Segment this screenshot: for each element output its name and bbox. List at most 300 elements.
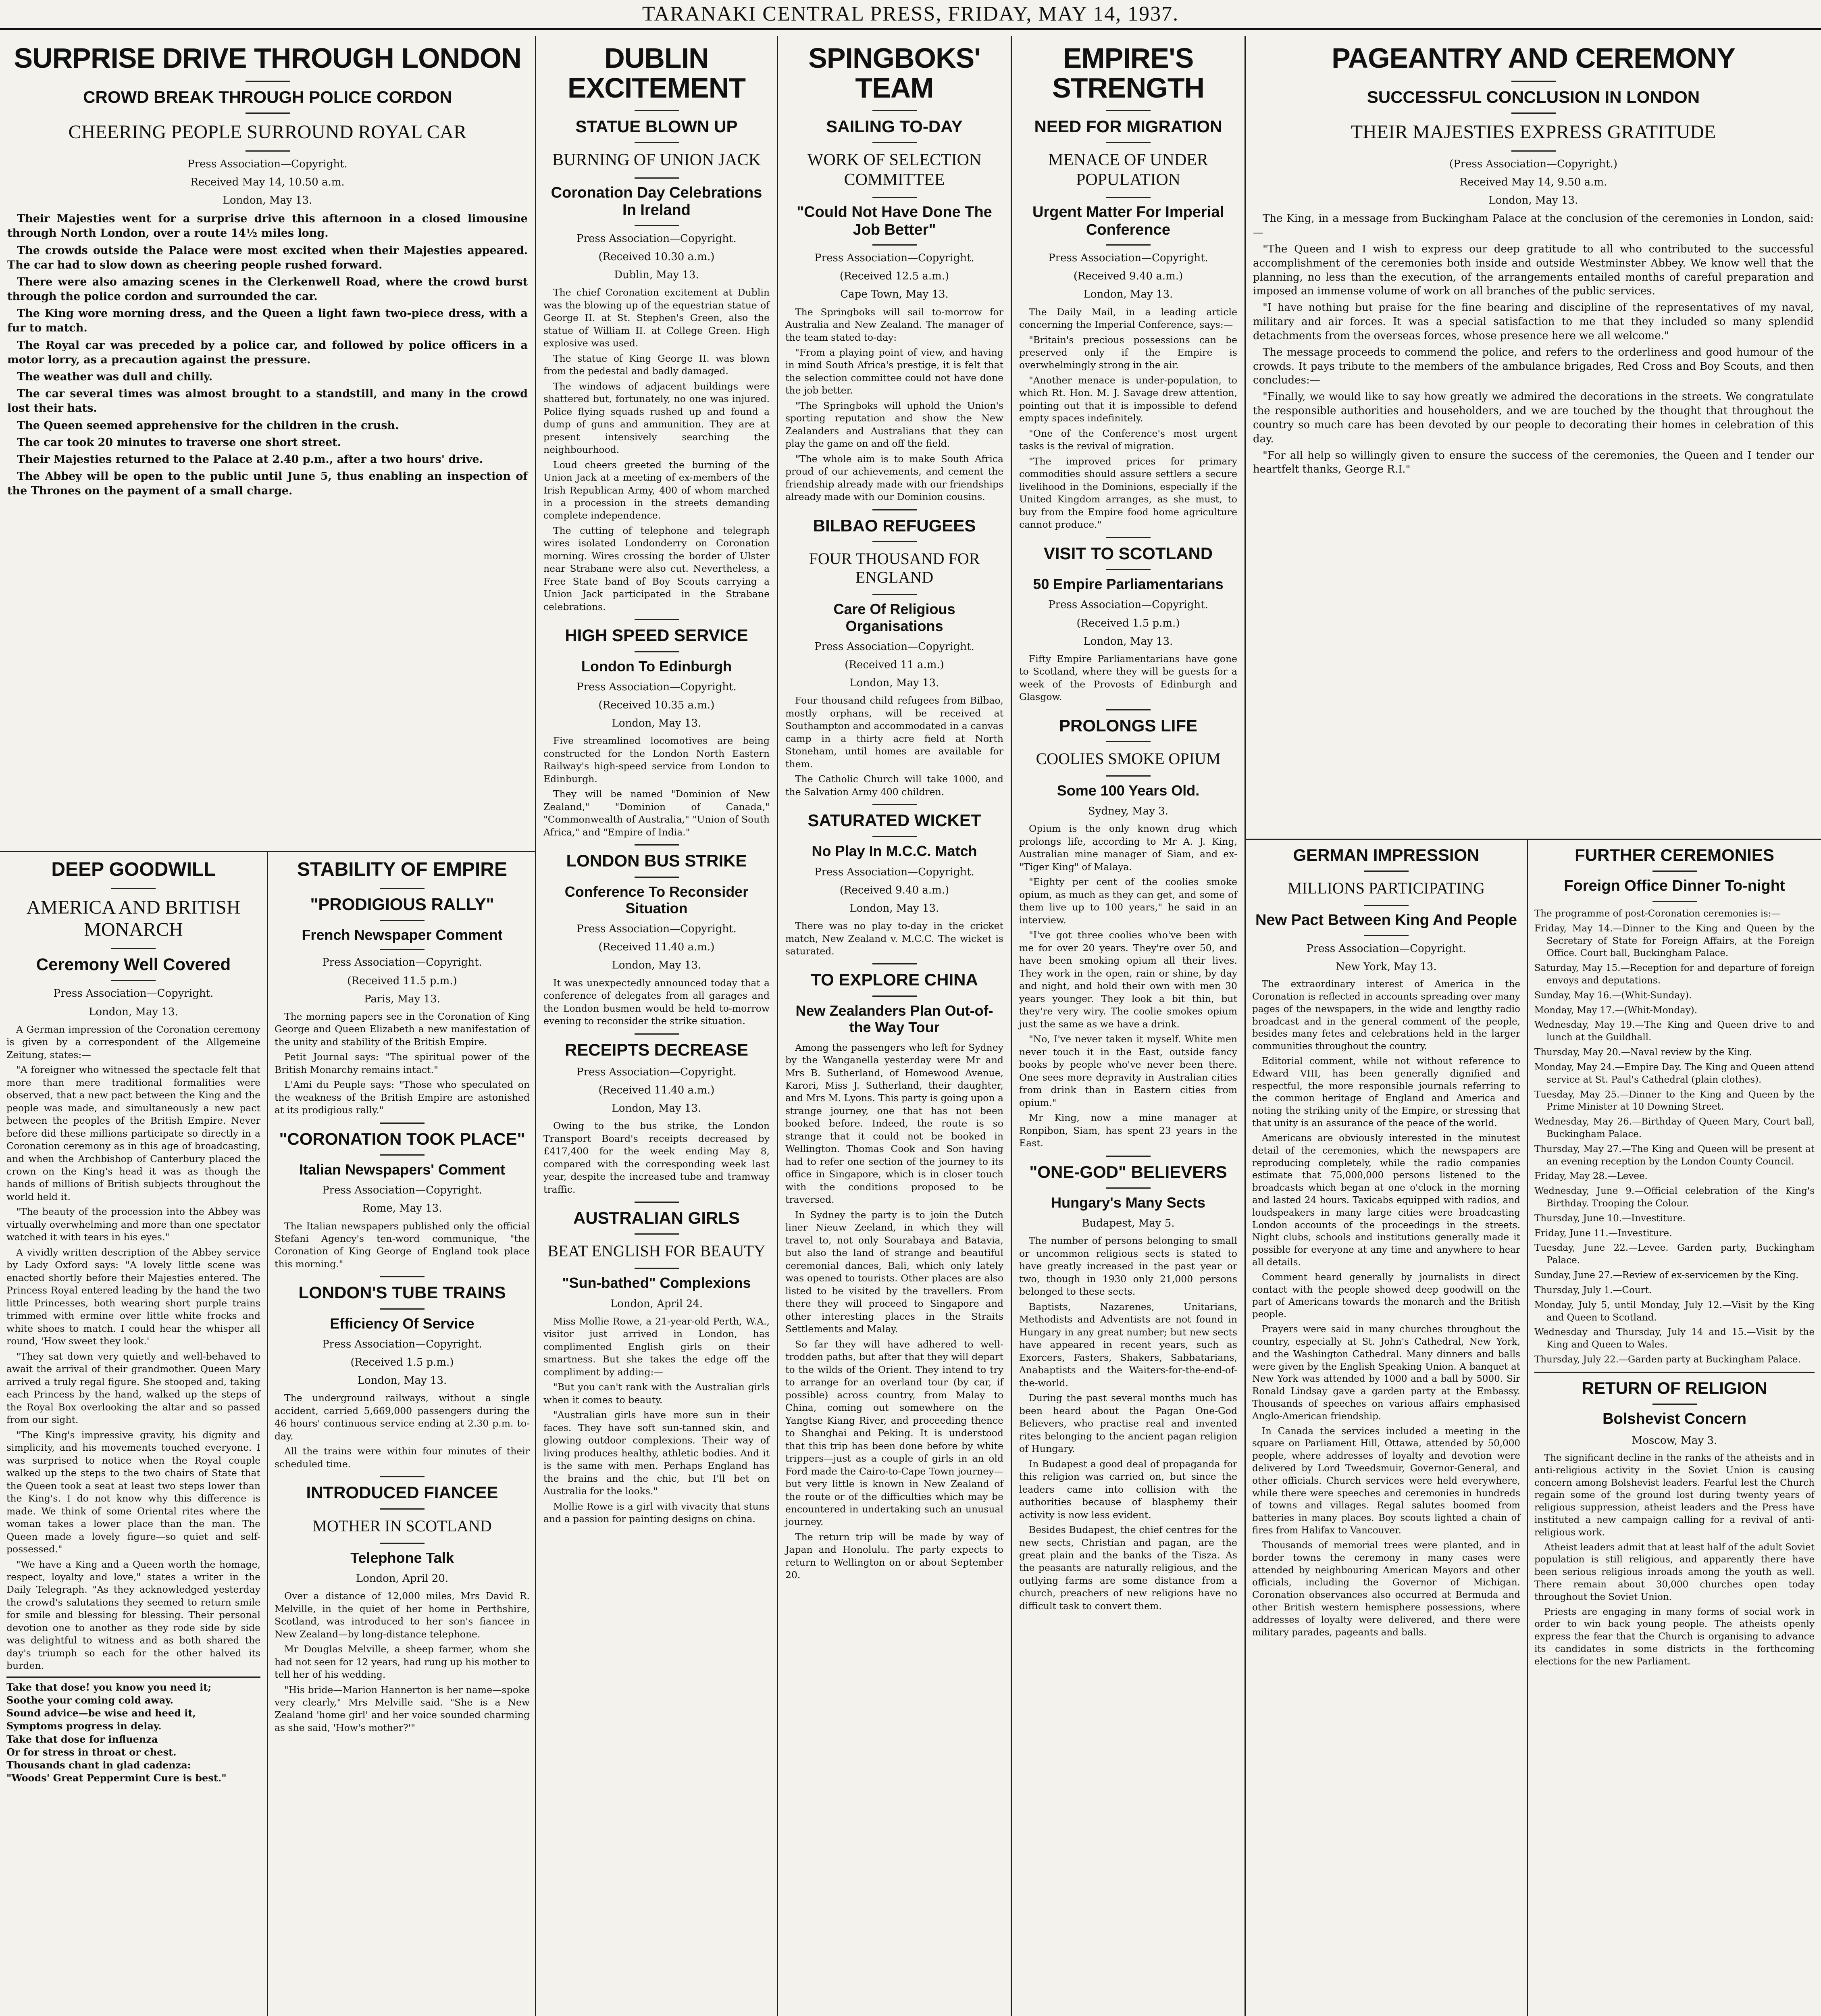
col1-subgrid — [0, 851, 535, 2016]
schedule-item: Friday, May 28.—Levee. — [1534, 1171, 1648, 1182]
subhead: Telephone Talk — [350, 1549, 454, 1566]
divider — [635, 225, 679, 226]
byline: Press Association—Copyright. — [1306, 942, 1466, 955]
divider — [1106, 1156, 1151, 1157]
subhead: "Could Not Have Done The Job Better" — [797, 203, 992, 238]
subhead: Hungary's Many Sects — [1051, 1194, 1205, 1211]
divider — [635, 142, 679, 143]
byline: Press Association—Copyright. — [576, 1066, 737, 1078]
paragraph: Thousands of memorial trees were planted, and in border towns the ceremony in many cases were attended by neighbouring American Mayors and other officials, including the Governor of Michigan. Coronation observances also occurred at Bermuda and other British western hemisphere possessions, where addresses of loyalty were delivered, and there were military parades, pageants and balls. — [1252, 1540, 1520, 1638]
advert-peppermint-cure — [6, 1677, 260, 1785]
article-body — [275, 1590, 530, 1734]
subhead: Bolshevist Concern — [1602, 1410, 1746, 1428]
paragraph: Mr Douglas Melville, a sheep farmer, whom she had not seen for 12 years, had rung up his mother to tell her of his wedding. — [275, 1643, 530, 1681]
paragraph: L'Ami du Peuple says: "Those who speculated on the weakness of the British Empire are astonished at its prodigious rally." — [275, 1079, 530, 1116]
dateline: London, May 13. — [89, 1006, 178, 1018]
divider — [380, 1154, 425, 1156]
divider — [380, 1508, 425, 1510]
dateline: London, April 24. — [610, 1297, 703, 1310]
paragraph: The car several times was almost brought to a standstill, and many in the crowd lost their hats. — [7, 387, 528, 415]
byline: Press Association—Copyright. — [53, 987, 214, 1000]
schedule-item: Tuesday, May 25.—Dinner to the King and Queen by the Prime Minister at 10 Downing Street. — [1534, 1089, 1815, 1112]
divider — [1534, 1372, 1815, 1373]
dateline: Budapest, May 5. — [1082, 1217, 1175, 1230]
paragraph: In Canada the services included a meeting in the square on Parliament Hill, Ottawa, attended by 50,000 people, where addresses of loyalty and devotion were delivered by Lord Tweedsmuir, Governor-General, and other officials. Church services were held everywhere, while there were speeches and ceremonies in hundreds of towns and villages. Regal salutes boomed from batteries in many places. Boy scouts lighted a chain of fires from Halifax to Vancouver. — [1252, 1426, 1520, 1536]
received-time: (Received 1.5 p.m.) — [350, 1356, 454, 1369]
received-time: Received May 14, 10.50 a.m. — [190, 176, 345, 189]
byline: Press Association—Copyright. — [576, 232, 737, 245]
received-time: (Received 11.40 a.m.) — [598, 941, 715, 954]
dateline: Paris, May 13. — [364, 993, 440, 1005]
divider — [872, 836, 917, 837]
paragraph: "They sat down very quietly and well-behaved to await the arrival of their grandmother. Queen Mary arrived a truly regal figure. She stooped and, taking each Princess by the hand, walked up the steps of the Royal Box overlooking the altar and so passed from our sight. — [6, 1350, 260, 1426]
received-time: (Received 12.5 a.m.) — [839, 270, 949, 283]
subhead: WORK OF SELECTION COMMITTEE — [807, 151, 982, 189]
headline-introduced-fiancee: INTRODUCED FIANCEE — [306, 1483, 498, 1502]
col5-subgrid — [1246, 839, 1821, 2016]
dateline: New York, May 13. — [1336, 961, 1437, 973]
schedule-item: Monday, May 24.—Empire Day. The King and Queen attend service at St. Paul's Cathedral (plain clothes). — [1534, 1062, 1815, 1085]
divider — [872, 804, 917, 805]
column-1 — [0, 36, 536, 2016]
schedule-item: Thursday, July 1.—Court. — [1534, 1285, 1652, 1295]
subhead: FOUR THOUSAND FOR ENGLAND — [809, 550, 980, 587]
article-body — [1019, 306, 1237, 531]
divider — [380, 1476, 425, 1477]
subhead: MILLIONS PARTICIPATING — [1287, 879, 1485, 898]
subhead: "Sun-bathed" Complexions — [562, 1275, 751, 1291]
paragraph: Four thousand child refugees from Bilbao, mostly orphans, will be received at Southampton and accommodated in a canvas camp in a thirty acre field at North Stoneham, until homes are available for them. — [785, 695, 1003, 770]
paragraph: The Springboks will sail to-morrow for Australia and New Zealand. The manager of the team stated to-day: — [785, 306, 1003, 343]
headline-dublin: DUBLIN EXCITEMENT — [567, 42, 746, 104]
paragraph: The Royal car was preceded by a police car, and followed by police officers in a motor lorry, as a precaution against the pressure. — [7, 339, 528, 366]
paragraph: Priests are engaging in many forms of social work in order to win back young people. The atheists openly express the fear that the Church is organising to advance its candidates in some districts in the forthcoming elections for the new Parliament. — [1534, 1606, 1815, 1667]
article-body — [543, 977, 770, 1028]
article-body — [1019, 1235, 1237, 1612]
paragraph: The weather was dull and chilly. — [17, 370, 213, 383]
schedule-item: Sunday, June 27.—Review of ex-servicemen by the King. — [1534, 1270, 1799, 1281]
paragraph: Mollie Rowe is a girl with vivacity that stuns and a passion for painting designs on china. — [543, 1500, 770, 1525]
divider — [635, 1033, 679, 1035]
byline: Press Association—Copyright. — [576, 681, 737, 694]
divider — [1106, 197, 1151, 198]
column-3 — [778, 36, 1012, 2016]
subhead: MENACE OF UNDER POPULATION — [1048, 151, 1208, 189]
byline: Press Association—Copyright. — [322, 1184, 482, 1197]
divider — [872, 142, 917, 143]
paragraph: Opium is the only known drug which prolongs life, according to Mr A. J. King, Australian mine manager of Siam, and ex-"Tiger King" of Malaya. — [1019, 823, 1237, 873]
byline: Press Association—Copyright. — [1048, 599, 1208, 611]
headline-return-of-religion: RETURN OF RELIGION — [1582, 1378, 1767, 1397]
paragraph: Petit Journal says: "The spiritual power of the British Monarchy remains intact." — [275, 1051, 530, 1075]
divider — [111, 888, 156, 889]
headline-deep-goodwill: DEEP GOODWILL — [51, 859, 216, 880]
byline: Press Association—Copyright. — [187, 158, 348, 170]
subhead: Italian Newspapers' Comment — [299, 1161, 505, 1178]
paragraph: The Daily Mail, in a leading article concerning the Imperial Conference, says:— — [1019, 306, 1237, 331]
paragraph: The King wore morning dress, and the Queen a light fawn two-piece dress, with a fur to match. — [7, 307, 528, 335]
article-body — [1252, 978, 1520, 1639]
divider — [246, 150, 290, 152]
dateline: London, May 13. — [849, 677, 939, 689]
schedule-item: Monday, July 5, until Monday, July 12.—Visit by the King and Queen to Scotland. — [1534, 1300, 1815, 1323]
article-body — [1019, 823, 1237, 1150]
paragraph: Among the passengers who left for Sydney by the Wanganella yesterday were Mr and Mrs B. Sutherland, of Homewood Avenue, Karori, Miss J. Sutherland, their daughter, and Mrs M. Lyons. This party is going upon a strange journey, one that has not been booked before. Indeed, the route is so strange that it could not be booked in Wellington. Thomas Cook and Son having had to refer one section of the journey to its office in Singapore, which is in closer touch with the conditions proposed to be traversed. — [785, 1041, 1003, 1206]
subhead: London To Edinburgh — [581, 658, 732, 675]
headline-surprise-drive: SURPRISE DRIVE THROUGH LONDON — [14, 42, 521, 74]
paragraph: "Another menace is under-population, to which Rt. Hon. M. J. Savage drew attention, pointing out that it is impossible to defend empty spaces indefinitely. — [1019, 374, 1237, 424]
received-time: (Received 10.35 a.m.) — [598, 699, 715, 712]
divider — [380, 888, 425, 889]
subhead: BEAT ENGLISH FOR BEAUTY — [547, 1242, 766, 1260]
headline-saturated-wicket: SATURATED WICKET — [807, 811, 981, 830]
divider — [246, 112, 290, 114]
subhead: "PRODIGIOUS RALLY" — [310, 894, 494, 914]
divider — [1364, 871, 1409, 872]
subhead: 50 Empire Parliamentarians — [1033, 576, 1224, 593]
paragraph: Besides Budapest, the chief centres for the new sects, Christian and pagan, are the great plain and the banks of the Tisza. As the peasants are naturally religious, and the outlying farms are some distance from a church, preachers of new religions have no difficult task to convert them. — [1019, 1524, 1237, 1612]
divider — [635, 651, 679, 652]
paragraph: So far they will have adhered to well-trodden paths, but after that they will depart to the wilds of the Orient. They intend to try to arrange for an overland tour (by car, if possible) across country, from Malay to China, coming out somewhere on the Yangtse Kiang River, and proceeding thence to Shanghai and Peking. It is understood that this trip has been done before by white trippers—just as a couple of girls in an old Ford made the Cairo-to-Cape Town journey—but very little is known in New Zealand of the route or of the difficulties which may be encountered in undertaking such an unusual journey. — [785, 1338, 1003, 1528]
subhead: MOTHER IN SCOTLAND — [312, 1516, 492, 1535]
divider — [1652, 1404, 1697, 1405]
subhead: CROWD BREAK THROUGH POLICE CORDON — [83, 87, 452, 106]
byline: Press Association—Copyright. — [814, 252, 974, 264]
paragraph: The windows of adjacent buildings were shattered but, fortunately, no one was injured. Police flying squads rushed up and found a dump of guns and ammunition. They are at present intensively searching the neighbourhood. — [543, 380, 770, 456]
subhead: SAILING TO-DAY — [826, 117, 963, 136]
schedule-item: Thursday, May 20.—Naval review by the King. — [1534, 1047, 1752, 1058]
dateline: London, May 13. — [612, 717, 701, 730]
divider — [635, 619, 679, 620]
divider — [1364, 935, 1409, 936]
paragraph: The underground railways, without a single accident, carried 5,669,000 passengers during the 46 hours' continuous service ending at 2.30 p.m. to-day. — [275, 1392, 530, 1442]
paragraph: Their Majesties returned to the Palace at 2.40 p.m., after a two hours' drive. — [17, 453, 483, 466]
subhead: New Zealanders Plan Out-of-the Way Tour — [795, 1002, 993, 1036]
divider — [1106, 110, 1151, 111]
paragraph: "Eighty per cent of the coolies smoke opium, as much as they can get, and some of them live up to 100 years," he said in an interview. — [1019, 876, 1237, 926]
received-time: (Received 11.40 a.m.) — [598, 1084, 715, 1096]
received-time: (Received 11 a.m.) — [845, 658, 944, 671]
schedule-item: Thursday, May 27.—The King and Queen will be present at an evening reception by the London County Council. — [1534, 1143, 1815, 1167]
article-body — [275, 1220, 530, 1271]
divider — [872, 541, 917, 542]
paragraph: The King, in a message from Buckingham Palace at the conclusion of the ceremonies in London, said:— — [1253, 212, 1814, 239]
goodwill-column — [0, 852, 268, 2016]
article-body — [543, 286, 770, 613]
article-body — [543, 1315, 770, 1526]
dateline: London, May 13. — [1083, 288, 1173, 301]
received-time: (Received 9.40 a.m.) — [1073, 270, 1183, 283]
dateline: London, May 13. — [223, 194, 312, 207]
divider — [1106, 142, 1151, 143]
paragraph: Americans are obviously interested in the minutest detail of the ceremonies, which the newspapers are reproducing completely, while the radio companies estimate that 75,000,000 persons listened to the broadcasts which began at one o'clock in the morning and lasted 24 hours. Taxicabs equipped with radios, and loudspeakers in many large cities were broadcasting London accounts of the proceedings in the streets. Night clubs, schools and institutions generally made it possible for everyone at any time and anywhere to hear all details. — [1252, 1133, 1520, 1268]
subhead: New Pact Between King And People — [1255, 912, 1517, 929]
article-body — [7, 212, 528, 498]
paragraph: Comment heard generally by journalists in direct contact with the people showed deep goodwill on the part of Americans towards the monarch and the British people. — [1252, 1272, 1520, 1320]
subhead: AMERICA AND BRITISH MONARCH — [26, 896, 241, 940]
schedule-item: Wednesday and Thursday, July 14 and 15.—Visit by the King and Queen to Wales. — [1534, 1327, 1815, 1350]
paragraph: "I've got three coolies who've been with me for over 20 years. They're over 50, and have been smoking opium all their lives. They work in the open, rain or shine, by day and night, and hold their own with men 30 years younger. They look a bit thin, but they're very wiry. The coolie smokes opium just the same as we have a drink. — [1019, 929, 1237, 1030]
headline-receipts: RECEIPTS DECREASE — [564, 1040, 749, 1059]
ceremony-schedule — [1534, 908, 1815, 1366]
received-time: (Received 10.30 a.m.) — [598, 251, 715, 263]
divider — [635, 110, 679, 111]
schedule-item: Wednesday, May 26.—Birthday of Queen Mary, Court ball, Buckingham Palace. — [1534, 1116, 1815, 1139]
subhead: COOLIES SMOKE OPIUM — [1036, 749, 1221, 768]
article-body — [1253, 212, 1814, 477]
paragraph: The return trip will be made by way of Japan and Honolulu. The party expects to return to Wellington on or about September 20. — [785, 1531, 1003, 1581]
subhead: CHEERING PEOPLE SURROUND ROYAL CAR — [68, 121, 467, 143]
paragraph: There was no play to-day in the cricket match, New Zealand v. M.C.C. The wicket is saturated. — [785, 920, 1003, 957]
divider — [1511, 112, 1556, 114]
paragraph: "A foreigner who witnessed the spectacle felt that more than mere traditional formalities were observed, that a new pact between the King and the people was made, and simultaneously a new pact between the peoples of the British Empire. Never before did these millions participate so directly in a Coronation ceremony as in this age of broadcasting, and when the Archbishop of Canterbury placed the crown on the King's head it was as though the hands of millions of British subjects throughout the world held it. — [6, 1064, 260, 1202]
dateline: London, May 13. — [357, 1375, 447, 1387]
paragraph: The Italian newspapers published only the official Stefani Agency's ten-word communique, "the Coronation of King George of England took place this morning." — [275, 1220, 530, 1270]
subhead: SUCCESSFUL CONCLUSION IN LONDON — [1367, 87, 1700, 106]
paragraph: They will be named "Dominion of New Zealand," "Dominion of Canada," "Commonwealth of Australia," "Union of South Africa," and "Empire of India." — [543, 788, 770, 838]
subhead: Foreign Office Dinner To-night — [1564, 877, 1785, 895]
paragraph: "One of the Conference's most urgent tasks is the revival of migration. — [1019, 427, 1237, 452]
headline-german: GERMAN IMPRESSION — [1293, 846, 1480, 864]
dateline: London, May 13. — [1083, 635, 1173, 648]
divider — [1511, 81, 1556, 82]
dateline: London, April 20. — [356, 1572, 449, 1585]
divider — [1364, 905, 1409, 906]
article-body — [785, 920, 1003, 958]
divider — [1511, 150, 1556, 152]
dateline: London, May 13. — [849, 902, 939, 914]
headline-high-speed: HIGH SPEED SERVICE — [565, 626, 748, 645]
divider — [635, 877, 679, 878]
paragraph: The car took 20 minutes to traverse one short street. — [17, 436, 341, 449]
column-5 — [1246, 36, 1821, 2016]
headline-tube-trains: LONDON'S TUBE TRAINS — [298, 1283, 506, 1302]
schedule-item: Wednesday, June 9.—Official celebration of the King's Birthday. Trooping the Colour. — [1534, 1186, 1815, 1209]
paragraph: The Catholic Church will take 1000, and the Salvation Army 400 children. — [785, 773, 1003, 798]
paragraph: "But you can't rank with the Australian girls when it comes to beauty. — [543, 1381, 770, 1406]
received-time: Received May 14, 9.50 a.m. — [1459, 176, 1607, 189]
divider — [380, 1308, 425, 1310]
divider — [872, 197, 917, 198]
divider — [1106, 741, 1151, 742]
divider — [635, 1233, 679, 1235]
dateline: Moscow, May 3. — [1632, 1434, 1717, 1447]
schedule-item: Thursday, July 22.—Garden party at Buckingham Palace. — [1534, 1354, 1801, 1365]
paragraph: Miss Mollie Rowe, a 21-year-old Perth, W.A., visitor just arrived in London, has complimented English girls on their smartness. But she takes the edge off the compliment by adding:— — [543, 1315, 770, 1378]
column-4 — [1012, 36, 1246, 2016]
paragraph: Their Majesties went for a surprise drive this afternoon in a closed limousine through North London, over a route 14½ miles long. — [7, 212, 528, 240]
masthead: TARANAKI CENTRAL PRESS, FRIDAY, MAY 14, 1937. — [0, 0, 1821, 30]
paragraph: The number of persons belonging to small or uncommon religious sects is stated to have greatly increased in the past year or two, though in 1930 only 21,000 persons belonged to these sects. — [1019, 1235, 1237, 1297]
subhead: No Play In M.C.C. Match — [812, 843, 977, 860]
ad-line: Soothe your coming cold away. — [6, 1694, 173, 1706]
headline-visit-scotland: VISIT TO SCOTLAND — [1043, 544, 1213, 563]
paragraph: "I have nothing but praise for the fine bearing and discipline of the representatives of my naval, military and air forces. It was a special satisfaction to me that they included so many splendid detachments from the overseas forces, whose presence here we all welcome." — [1253, 302, 1814, 342]
schedule-item: Saturday, May 15.—Reception for and departure of foreign envoys and deputations. — [1534, 963, 1815, 986]
paragraph: Prayers were said in many churches throughout the country, especially at St. John's Cathedral, New York, and the Washington Cathedral. Many dinners and balls were given by the English Speaking Union. A banquet at New York was attended by 1000 and a ball by 5000. Sir Ronald Lindsay gave a garden party at the Embassy. Thousands of speeches on various affairs emphasised Anglo-American friendship. — [1252, 1324, 1520, 1422]
paragraph: The cutting of telephone and telegraph wires isolated Londonderry on Coronation morning. Wires crossing the border of Ulster near Strabane were also cut. Nevertheless, a Free State band of Boy Scouts carrying a Union Jack participated in the Strabane celebrations. — [543, 525, 770, 612]
paragraph: A vividly written description of the Abbey service by Lady Oxford says: "A lovely little scene was enacted shortly before their Majesties entered. The Princess Royal entered leading by the hand the two little Princesses, both wearing short purple trains trimmed with ermine over little white frocks and white shoes to match. I could hear the whisper all round, 'How sweet they look.' — [6, 1246, 260, 1347]
paragraph: The chief Coronation excitement at Dublin was the blowing up of the equestrian statue of George II. at St. Stephen's Green, also the statue of William II. at College Green. High explosive was used. — [543, 287, 770, 349]
article-body — [543, 735, 770, 839]
divider — [1106, 537, 1151, 538]
divider — [380, 920, 425, 921]
ad-line: Symptoms progress in delay. — [6, 1720, 162, 1732]
paragraph: The Abbey will be open to the public until June 5, thus enabling an inspection of the Thrones on the payment of a small charge. — [7, 470, 528, 498]
paragraph: Owing to the bus strike, the London Transport Board's receipts decreased by £417,400 for the week ending May 8, compared with the corresponding week last year, despite the increased tube and tramway traffic. — [543, 1120, 770, 1195]
dateline: London, May 13. — [1488, 194, 1578, 207]
paragraph: Loud cheers greeted the burning of the Union Jack at a meeting of ex-members of the Irish Republican Army, 400 of whom marched in a procession in the streets demanding complete independence. — [543, 459, 770, 521]
dateline: London, May 13. — [612, 959, 701, 972]
subhead: Efficiency Of Service — [330, 1315, 475, 1332]
subhead: French Newspaper Comment — [302, 927, 503, 943]
divider — [872, 963, 917, 964]
paragraph: The significant decline in the ranks of the atheists and in anti-religious activity in the Soviet Union is causing concern among Bolshevist leaders. Fearful lest the Church regain some of the ground lost during twenty years of religious suppression, atheist leaders and the Press have instituted a new campaign calling for a revival of anti-religious work. — [1534, 1452, 1815, 1538]
ad-line: Or for stress in throat or chest. — [6, 1746, 177, 1758]
paragraph: The extraordinary interest of America in the Coronation is reflected in accounts spreading over many pages of the newspapers, in the wide and lengthy radio broadcast and in the general comment of the people, besides many fetes and celebrations held in the larger communities throughout the country. — [1252, 979, 1520, 1052]
byline: Press Association—Copyright. — [576, 923, 737, 935]
headline-australian-girls: AUSTRALIAN GIRLS — [573, 1208, 740, 1227]
paragraph: A German impression of the Coronation ceremony is given by a correspondent of the Allgemeine Zeitung, states:— — [6, 1023, 260, 1060]
dateline: Cape Town, May 13. — [840, 288, 949, 301]
paragraph: Fifty Empire Parliamentarians have gone to Scotland, where they will be guests for a week of the Provosts of Edinburgh and Glasgow. — [1019, 653, 1237, 703]
stability-column — [268, 852, 536, 2016]
headline-springboks: SPINGBOKS' TEAM — [808, 42, 980, 104]
article-body — [785, 694, 1003, 798]
paragraph: Five streamlined locomotives are being constructed for the London North Eastern Railway's high-speed service from London to Edinburgh. — [543, 735, 770, 785]
paragraph: In Budapest a good deal of propaganda for this religion was carried on, but since the leaders came into collision with the authorities because of blasphemy their activity is now less evident. — [1019, 1458, 1237, 1520]
ad-line: Thousands chant in glad cadenza: — [6, 1759, 191, 1771]
subhead: Care Of Religious Organisations — [833, 601, 955, 634]
received-time: (Received 9.40 a.m.) — [839, 884, 949, 896]
subhead: THEIR MAJESTIES EXPRESS GRATITUDE — [1351, 121, 1716, 143]
further-column — [1528, 840, 1821, 2016]
ad-line: "Woods' Great Peppermint Cure is best." — [6, 1772, 227, 1784]
paragraph: Baptists, Nazarenes, Unitarians, Methodists and Adventists are not found in Hungary in any great number; but new sects have appeared in recent years, such as Exorcers, Fasters, Shakers, Sabbatarians, Anabaptists and the Waiters-for-the-end-of-the-world. — [1019, 1301, 1237, 1389]
dateline: London, May 13. — [612, 1102, 701, 1114]
article-body — [543, 1120, 770, 1196]
divider — [1652, 901, 1697, 902]
headline-prolongs-life: PROLONGS LIFE — [1059, 716, 1197, 735]
divider — [635, 177, 679, 179]
paragraph: All the trains were within four minutes of their scheduled time. — [275, 1445, 530, 1470]
divider — [635, 1268, 679, 1269]
schedule-item: Wednesday, May 19.—The King and Queen drive to and lunch at the Guildhall. — [1534, 1020, 1815, 1043]
article-body — [1019, 653, 1237, 704]
paragraph: The Queen seemed apprehensive for the children in the crush. — [17, 419, 399, 432]
divider — [1106, 775, 1151, 777]
headline-bus-strike: LONDON BUS STRIKE — [566, 851, 747, 871]
headline-stability: STABILITY OF EMPIRE — [297, 859, 507, 880]
divider — [635, 844, 679, 846]
paragraph: "The King's impressive gravity, his dignity and simplicity, and his movements touched everyone. I was surprised to notice when the Royal couple walked up the steps to the two chairs of State that the Queen took a seat at least two steps lower than the King's. I do not know why this difference is made. We think of some Oriental rites where the woman takes a lower place than the man. The Queen made a lovely figure—so quiet and self-possessed." — [6, 1429, 260, 1555]
paragraph: The statue of King George II. was blown from the pedestal and badly damaged. — [543, 352, 770, 377]
subhead: STATUE BLOWN UP — [575, 117, 738, 136]
subhead: Ceremony Well Covered — [36, 955, 231, 974]
headline-one-god: "ONE-GOD" BELIEVERS — [1029, 1162, 1227, 1181]
divider — [872, 244, 917, 246]
paragraph: The message proceeds to commend the police, and refers to the orderliness and good humour of the crowds. It pays tribute to the members of the ambulance brigades, Red Cross and Boy Scouts, and then concludes:— — [1253, 346, 1814, 387]
byline: Press Association—Copyright. — [322, 956, 482, 969]
subhead: BURNING OF UNION JACK — [552, 151, 761, 170]
paragraph: "The beauty of the procession into the Abbey was virtually overwhelming and more than one spectator watched it with tears in his eyes." — [6, 1206, 260, 1243]
subhead: Conference To Reconsider Situation — [564, 883, 749, 916]
divider — [1106, 1187, 1151, 1189]
divider — [380, 1276, 425, 1277]
german-column — [1246, 840, 1528, 2016]
received-time: (Received 1.5 p.m.) — [1076, 617, 1180, 629]
divider — [380, 1543, 425, 1544]
paragraph: There were also amazing scenes in the Clerkenwell Road, where the crowd burst through the police cordon and surrounded the car. — [7, 275, 528, 303]
paragraph: Mr King, now a mine manager at Ronpibon, Siam, has spent 23 years in the East. — [1019, 1112, 1237, 1149]
paragraph: Editorial comment, while not without reference to Edward VIII, has been generally dignified and respectful, the more responsible journals referring to the common heritage of England and America and noting the striking unity of the Empire, or stressing that that unity is an assurance of the peace of the world. — [1252, 1056, 1520, 1129]
paragraph: "The whole aim is to make South Africa proud of our achievements, and cement the friendship already made with our friendships already made with our Dominion cousins. — [785, 453, 1003, 503]
paragraph: "Australian girls have more sun in their faces. They have soft sun-tanned skin, and glowing outdoor complexions. Their way of living produces healthy, athletic bodies. And it is the same with men. Perhaps England has the brains and the chic, but I'll bet on Australia for the looks." — [543, 1409, 770, 1497]
divider — [1652, 871, 1697, 872]
paragraph: The crowds outside the Palace were most excited when their Majesties appeared. The car had to slow down as cheering people rushed forward. — [7, 244, 528, 271]
divider — [872, 509, 917, 510]
paragraph: "The Queen and I wish to express our deep gratitude to all who contributed to the successful accomplishment of the ceremonies both inside and outside Westminster Abbey. We know well that the planning, no less than the execution, of the arrangements entailed months of careful preparation and imposed an immense volume of work on all branches of the public services. — [1253, 243, 1814, 298]
headline-bilbao: BILBAO REFUGEES — [813, 516, 976, 535]
headline-pageantry: PAGEANTRY AND CEREMONY — [1332, 42, 1735, 74]
schedule-item: Thursday, June 10.—Investiture. — [1534, 1213, 1686, 1224]
divider — [872, 594, 917, 595]
divider — [1106, 709, 1151, 710]
paragraph: It was unexpectedly announced today that a conference of delegates from all garages and the London busmen would be held to-morrow evening to reconsider the strike situation. — [543, 977, 770, 1027]
divider — [380, 1123, 425, 1124]
schedule-item: Friday, May 14.—Dinner to the King and Queen by the Secretary of State for Foreign Affairs, at the Foreign Office. Court ball, Buckingham Palace. — [1534, 923, 1815, 959]
schedule-intro: The programme of post-Coronation ceremonies is:— — [1534, 908, 1781, 919]
divider — [1106, 244, 1151, 246]
headline-coronation-took-place: "CORONATION TOOK PLACE" — [279, 1129, 525, 1148]
headline-further-ceremonies: FURTHER CEREMONIES — [1575, 846, 1774, 864]
divider — [380, 949, 425, 950]
article-body — [275, 1392, 530, 1470]
article-body — [6, 1023, 260, 1672]
headline-explore-china: TO EXPLORE CHINA — [811, 970, 978, 989]
headline-empire-strength: EMPIRE'S STRENGTH — [1052, 42, 1204, 104]
article-body — [1534, 1452, 1815, 1668]
schedule-item: Friday, June 11.—Investiture. — [1534, 1228, 1672, 1239]
subhead: Coronation Day Celebrations In Ireland — [551, 184, 762, 219]
schedule-item: Sunday, May 16.—(Whit-Sunday). — [1534, 990, 1692, 1001]
divider — [111, 980, 156, 981]
paragraph: "His bride—Marion Hannerton is her name—spoke very clearly," Mrs Melville said. "She is a New Zealand 'home girl' and her voice sounded charming as she said, 'How's mother?'" — [275, 1684, 530, 1733]
dateline: Rome, May 13. — [362, 1202, 442, 1215]
byline: Press Association—Copyright. — [814, 866, 974, 878]
ad-line: Take that dose! you know you need it; — [6, 1681, 212, 1693]
paragraph: "No, I've never taken it myself. White men never touch it in the East, outside fancy books by people who've never been there. One sees more depravity in Australian cities from drink than in Eastern cities from opium." — [1019, 1033, 1237, 1108]
byline: Press Association—Copyright. — [322, 1338, 482, 1351]
subhead: NEED FOR MIGRATION — [1034, 117, 1222, 136]
subhead: Some 100 Years Old. — [1057, 782, 1200, 799]
paragraph: "For all help so willingly given to ensure the success of the ceremonies, the Queen and I tender our heartfelt thanks, George R.I." — [1253, 449, 1814, 476]
paragraph: "The Springboks will uphold the Union's sporting reputation and show the New Zealanders and Australians that they can play the game on and off the field. — [785, 400, 1003, 450]
divider — [1106, 569, 1151, 570]
schedule-item: Monday, May 17.—(Whit-Monday). — [1534, 1005, 1698, 1016]
byline: (Press Association—Copyright.) — [1449, 158, 1617, 170]
ad-line: Take that dose for influenza — [6, 1733, 158, 1745]
paragraph: In Sydney the party is to join the Dutch liner Nieuw Zeeland, in which they will travel to, not only Sourabaya and Batavia, but also the land of strange and beautiful ceremonial dances, Bali, which only lately was opened to tourists. Other places are also listed to be visited by the travellers. From there they will proceed to Singapore and other interesting places in the Straits Settlements and Malay. — [785, 1209, 1003, 1335]
divider — [872, 996, 917, 997]
divider — [246, 81, 290, 82]
received-time: (Received 11.5 p.m.) — [347, 975, 457, 987]
paragraph: Atheist leaders admit that at least half of the adult Soviet population is still religious, and apparently there have been serious religious inroads among the youth as well. There remain about 30,000 churches open today throughout the Soviet Union. — [1534, 1542, 1815, 1602]
divider — [635, 1202, 679, 1203]
schedule-item: Tuesday, June 22.—Levee. Garden party, Buckingham Palace. — [1534, 1243, 1815, 1266]
subhead: Urgent Matter For Imperial Conference — [1032, 203, 1224, 238]
divider — [872, 110, 917, 111]
